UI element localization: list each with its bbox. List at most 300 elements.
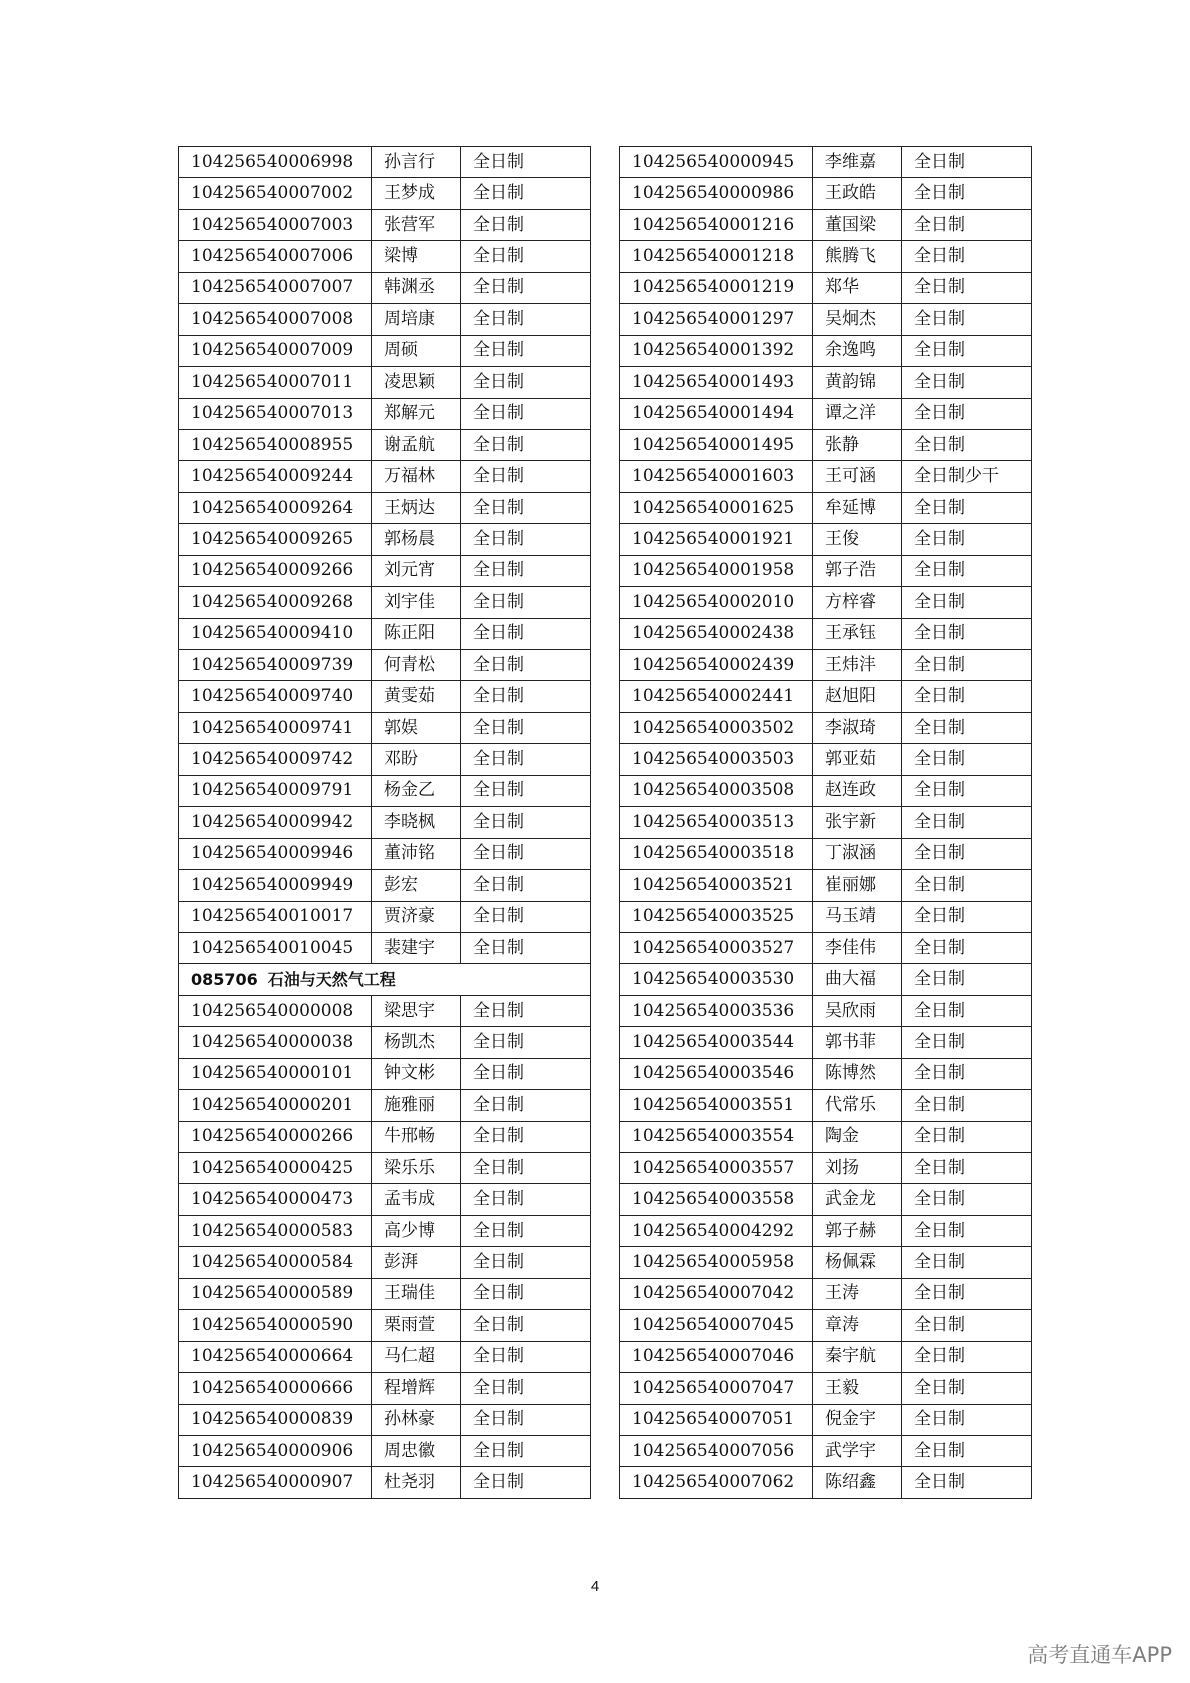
exam-id-cell: 104256540001958 <box>620 555 813 586</box>
study-mode-cell: 全日制 <box>902 712 1032 743</box>
exam-id-cell: 104256540007007 <box>179 272 372 303</box>
student-name-cell: 陈绍鑫 <box>813 1467 902 1498</box>
exam-id-cell: 104256540003513 <box>620 807 813 838</box>
exam-id-cell: 104256540001495 <box>620 429 813 460</box>
exam-id-cell: 104256540003551 <box>620 1090 813 1121</box>
study-mode-cell: 全日制 <box>461 587 591 618</box>
study-mode-cell: 全日制 <box>461 901 591 932</box>
student-name-cell: 程增辉 <box>372 1373 461 1404</box>
study-mode-cell: 全日制 <box>461 1373 591 1404</box>
study-mode-cell: 全日制 <box>461 1058 591 1089</box>
table-row <box>179 1184 591 1215</box>
student-name-cell: 陶金 <box>813 1121 902 1152</box>
student-name-cell: 王炜沣 <box>813 650 902 681</box>
table-row <box>620 241 1032 272</box>
table-row <box>179 870 591 901</box>
student-name-cell: 邓盼 <box>372 744 461 775</box>
exam-id-cell: 104256540003530 <box>620 964 813 995</box>
student-name-cell: 方梓睿 <box>813 587 902 618</box>
exam-id-cell: 104256540005958 <box>620 1247 813 1278</box>
table-row <box>620 1310 1032 1341</box>
exam-id-cell: 104256540000266 <box>179 1121 372 1152</box>
study-mode-cell: 全日制 <box>461 1090 591 1121</box>
student-name-cell: 武学宇 <box>813 1435 902 1466</box>
exam-id-cell: 104256540009742 <box>179 744 372 775</box>
exam-id-cell: 104256540000986 <box>620 178 813 209</box>
exam-id-cell: 104256540009265 <box>179 524 372 555</box>
section-header-row <box>179 964 591 995</box>
table-row <box>179 1278 591 1309</box>
exam-id-cell: 104256540007002 <box>179 178 372 209</box>
table-row <box>620 995 1032 1026</box>
study-mode-cell: 全日制 <box>902 335 1032 366</box>
table-row <box>620 1215 1032 1246</box>
exam-id-cell: 104256540009739 <box>179 650 372 681</box>
table-row <box>620 744 1032 775</box>
student-name-cell: 武金龙 <box>813 1184 902 1215</box>
study-mode-cell: 全日制 <box>461 1121 591 1152</box>
student-name-cell: 刘宇佳 <box>372 587 461 618</box>
exam-id-cell: 104256540007042 <box>620 1278 813 1309</box>
study-mode-cell: 全日制 <box>461 838 591 869</box>
table-row <box>620 1467 1032 1498</box>
study-mode-cell: 全日制 <box>902 1373 1032 1404</box>
student-name-cell: 贾济豪 <box>372 901 461 932</box>
student-name-cell: 何青松 <box>372 650 461 681</box>
study-mode-cell: 全日制 <box>461 429 591 460</box>
study-mode-cell: 全日制 <box>902 1310 1032 1341</box>
study-mode-cell: 全日制 <box>461 1027 591 1058</box>
exam-id-cell: 104256540002010 <box>620 587 813 618</box>
table-row <box>179 398 591 429</box>
study-mode-cell: 全日制 <box>461 335 591 366</box>
student-name-cell: 周硕 <box>372 335 461 366</box>
study-mode-cell: 全日制 <box>902 147 1032 178</box>
student-name-cell: 韩渊丞 <box>372 272 461 303</box>
table-row <box>620 775 1032 806</box>
exam-id-cell: 104256540007013 <box>179 398 372 429</box>
table-row <box>620 335 1032 366</box>
exam-id-cell: 104256540001921 <box>620 524 813 555</box>
student-name-cell: 王毅 <box>813 1373 902 1404</box>
student-name-cell: 董国梁 <box>813 209 902 240</box>
study-mode-cell: 全日制 <box>902 1435 1032 1466</box>
table-row <box>620 1341 1032 1372</box>
table-row <box>620 147 1032 178</box>
exam-id-cell: 104256540002439 <box>620 650 813 681</box>
table-row <box>179 1027 591 1058</box>
exam-id-cell: 104256540001216 <box>620 209 813 240</box>
exam-id-cell: 104256540007062 <box>620 1467 813 1498</box>
table-row <box>179 1058 591 1089</box>
table-row <box>620 1373 1032 1404</box>
study-mode-cell: 全日制 <box>461 147 591 178</box>
student-name-cell: 丁淑涵 <box>813 838 902 869</box>
student-name-cell: 郑华 <box>813 272 902 303</box>
student-name-cell: 余逸鸣 <box>813 335 902 366</box>
exam-id-cell: 104256540010045 <box>179 932 372 963</box>
study-mode-cell: 全日制 <box>461 650 591 681</box>
table-row <box>620 1058 1032 1089</box>
student-name-cell: 高少博 <box>372 1215 461 1246</box>
exam-id-cell: 104256540003525 <box>620 901 813 932</box>
exam-id-cell: 104256540000666 <box>179 1373 372 1404</box>
student-name-cell: 吴欣雨 <box>813 995 902 1026</box>
exam-id-cell: 104256540007003 <box>179 209 372 240</box>
student-name-cell: 凌思颖 <box>372 367 461 398</box>
student-name-cell: 钟文彬 <box>372 1058 461 1089</box>
exam-id-cell: 104256540000590 <box>179 1310 372 1341</box>
study-mode-cell: 全日制 <box>461 304 591 335</box>
study-mode-cell: 全日制 <box>461 618 591 649</box>
study-mode-cell: 全日制 <box>461 367 591 398</box>
study-mode-cell: 全日制 <box>461 807 591 838</box>
exam-id-cell: 104256540003558 <box>620 1184 813 1215</box>
exam-id-cell: 104256540007008 <box>179 304 372 335</box>
table-row <box>179 1121 591 1152</box>
exam-id-cell: 104256540009791 <box>179 775 372 806</box>
study-mode-cell: 全日制 <box>461 398 591 429</box>
table-row <box>620 1404 1032 1435</box>
section-header <box>179 964 591 995</box>
student-name-cell: 郭子浩 <box>813 555 902 586</box>
study-mode-cell: 全日制 <box>461 1215 591 1246</box>
table-row <box>620 932 1032 963</box>
study-mode-cell: 全日制 <box>902 807 1032 838</box>
table-row <box>179 1310 591 1341</box>
section-code: 085706 <box>191 969 258 989</box>
exam-id-cell: 104256540008955 <box>179 429 372 460</box>
student-name-cell: 陈正阳 <box>372 618 461 649</box>
table-row <box>179 367 591 398</box>
table-row <box>179 429 591 460</box>
table-row <box>179 492 591 523</box>
exam-id-cell: 104256540003518 <box>620 838 813 869</box>
student-name-cell: 梁思宇 <box>372 995 461 1026</box>
study-mode-cell: 全日制 <box>902 964 1032 995</box>
exam-id-cell: 104256540009740 <box>179 681 372 712</box>
student-name-cell: 杨金乙 <box>372 775 461 806</box>
exam-id-cell: 104256540000584 <box>179 1247 372 1278</box>
table-row <box>179 1090 591 1121</box>
student-name-cell: 孙言行 <box>372 147 461 178</box>
exam-id-cell: 104256540003503 <box>620 744 813 775</box>
exam-id-cell: 104256540009942 <box>179 807 372 838</box>
student-name-cell: 郭子赫 <box>813 1215 902 1246</box>
student-name-cell: 裴建宇 <box>372 932 461 963</box>
watermark: 高考直通车APP <box>1027 1643 1172 1667</box>
exam-id-cell: 104256540001297 <box>620 304 813 335</box>
student-name-cell: 陈博然 <box>813 1058 902 1089</box>
exam-id-cell: 104256540003557 <box>620 1153 813 1184</box>
exam-id-cell: 104256540007046 <box>620 1341 813 1372</box>
study-mode-cell: 全日制 <box>902 1027 1032 1058</box>
table-row <box>179 995 591 1026</box>
study-mode-cell: 全日制 <box>461 209 591 240</box>
exam-id-cell: 104256540006998 <box>179 147 372 178</box>
table-row <box>620 681 1032 712</box>
study-mode-cell: 全日制 <box>461 241 591 272</box>
exam-id-cell: 104256540001493 <box>620 367 813 398</box>
table-row <box>179 1467 591 1498</box>
table-row <box>179 618 591 649</box>
student-name-cell: 牛邢畅 <box>372 1121 461 1152</box>
table-row <box>179 1404 591 1435</box>
student-name-cell: 杜尧羽 <box>372 1467 461 1498</box>
roster-table-right <box>619 146 1032 1499</box>
student-name-cell: 代常乐 <box>813 1090 902 1121</box>
study-mode-cell: 全日制 <box>902 367 1032 398</box>
study-mode-cell: 全日制 <box>902 272 1032 303</box>
exam-id-cell: 104256540009949 <box>179 870 372 901</box>
student-name-cell: 赵连政 <box>813 775 902 806</box>
exam-id-cell: 104256540000906 <box>179 1435 372 1466</box>
study-mode-cell: 全日制 <box>461 524 591 555</box>
student-name-cell: 张营军 <box>372 209 461 240</box>
study-mode-cell: 全日制 <box>461 870 591 901</box>
study-mode-cell: 全日制 <box>902 1278 1032 1309</box>
study-mode-cell: 全日制 <box>902 1090 1032 1121</box>
study-mode-cell: 全日制 <box>461 461 591 492</box>
exam-id-cell: 104256540007009 <box>179 335 372 366</box>
study-mode-cell: 全日制 <box>902 429 1032 460</box>
exam-id-cell: 104256540003546 <box>620 1058 813 1089</box>
table-row <box>179 712 591 743</box>
study-mode-cell: 全日制 <box>902 492 1032 523</box>
student-name-cell: 牟延博 <box>813 492 902 523</box>
table-row <box>620 807 1032 838</box>
table-row <box>179 650 591 681</box>
student-name-cell: 李晓枫 <box>372 807 461 838</box>
study-mode-cell: 全日制 <box>902 209 1032 240</box>
study-mode-cell: 全日制 <box>902 1341 1032 1372</box>
table-row <box>620 1153 1032 1184</box>
exam-id-cell: 104256540000583 <box>179 1215 372 1246</box>
student-name-cell: 周培康 <box>372 304 461 335</box>
student-name-cell: 崔丽娜 <box>813 870 902 901</box>
study-mode-cell: 全日制 <box>461 555 591 586</box>
table-row <box>179 555 591 586</box>
table-row <box>620 838 1032 869</box>
section-title: 石油与天然气工程 <box>267 969 396 989</box>
exam-id-cell: 104256540001218 <box>620 241 813 272</box>
study-mode-cell: 全日制 <box>461 1247 591 1278</box>
study-mode-cell: 全日制 <box>461 1184 591 1215</box>
table-row <box>620 712 1032 743</box>
study-mode-cell: 全日制 <box>902 838 1032 869</box>
study-mode-cell: 全日制 <box>461 178 591 209</box>
exam-id-cell: 104256540009268 <box>179 587 372 618</box>
student-name-cell: 郑解元 <box>372 398 461 429</box>
exam-id-cell: 104256540001392 <box>620 335 813 366</box>
exam-id-cell: 104256540001494 <box>620 398 813 429</box>
table-row <box>179 1341 591 1372</box>
table-row <box>620 1090 1032 1121</box>
study-mode-cell: 全日制 <box>461 492 591 523</box>
study-mode-cell: 全日制 <box>461 1467 591 1498</box>
exam-id-cell: 104256540004292 <box>620 1215 813 1246</box>
study-mode-cell: 全日制 <box>902 241 1032 272</box>
student-name-cell: 谭之洋 <box>813 398 902 429</box>
study-mode-cell: 全日制 <box>902 932 1032 963</box>
table-row <box>620 461 1032 492</box>
study-mode-cell: 全日制 <box>902 1184 1032 1215</box>
study-mode-cell: 全日制 <box>461 1404 591 1435</box>
student-name-cell: 栗雨萱 <box>372 1310 461 1341</box>
table-row <box>620 587 1032 618</box>
exam-id-cell: 104256540009266 <box>179 555 372 586</box>
exam-id-cell: 104256540000589 <box>179 1278 372 1309</box>
exam-id-cell: 104256540003544 <box>620 1027 813 1058</box>
study-mode-cell: 全日制少干 <box>902 461 1032 492</box>
study-mode-cell: 全日制 <box>902 775 1032 806</box>
table-row <box>179 775 591 806</box>
study-mode-cell: 全日制 <box>461 1435 591 1466</box>
student-name-cell: 董沛铭 <box>372 838 461 869</box>
exam-id-cell: 104256540009264 <box>179 492 372 523</box>
exam-id-cell: 104256540009946 <box>179 838 372 869</box>
student-name-cell: 孟韦成 <box>372 1184 461 1215</box>
student-name-cell: 郭杨晨 <box>372 524 461 555</box>
student-name-cell: 刘扬 <box>813 1153 902 1184</box>
table-row <box>620 964 1032 995</box>
student-name-cell: 熊腾飞 <box>813 241 902 272</box>
student-name-cell: 彭宏 <box>372 870 461 901</box>
student-name-cell: 彭湃 <box>372 1247 461 1278</box>
student-name-cell: 黄韵锦 <box>813 367 902 398</box>
student-name-cell: 黄雯茹 <box>372 681 461 712</box>
table-row <box>620 1435 1032 1466</box>
study-mode-cell: 全日制 <box>461 744 591 775</box>
table-row <box>620 555 1032 586</box>
exam-id-cell: 104256540000664 <box>179 1341 372 1372</box>
table-row <box>179 178 591 209</box>
study-mode-cell: 全日制 <box>902 650 1032 681</box>
exam-id-cell: 104256540007045 <box>620 1310 813 1341</box>
student-name-cell: 郭书菲 <box>813 1027 902 1058</box>
table-row <box>179 681 591 712</box>
exam-id-cell: 104256540003554 <box>620 1121 813 1152</box>
table-row <box>179 304 591 335</box>
exam-id-cell: 104256540007051 <box>620 1404 813 1435</box>
table-row <box>179 932 591 963</box>
student-name-cell: 王炳达 <box>372 492 461 523</box>
exam-id-cell: 104256540003502 <box>620 712 813 743</box>
table-row <box>620 650 1032 681</box>
table-row <box>620 398 1032 429</box>
exam-id-cell: 104256540000473 <box>179 1184 372 1215</box>
table-row <box>620 1278 1032 1309</box>
table-row <box>179 524 591 555</box>
exam-id-cell: 104256540009410 <box>179 618 372 649</box>
table-row <box>179 335 591 366</box>
student-name-cell: 吴炯杰 <box>813 304 902 335</box>
table-row <box>179 272 591 303</box>
student-name-cell: 施雅丽 <box>372 1090 461 1121</box>
table-row <box>179 241 591 272</box>
table-row <box>620 870 1032 901</box>
study-mode-cell: 全日制 <box>902 618 1032 649</box>
study-mode-cell: 全日制 <box>902 870 1032 901</box>
table-row <box>620 367 1032 398</box>
exam-id-cell: 104256540002441 <box>620 681 813 712</box>
exam-id-cell: 104256540000839 <box>179 1404 372 1435</box>
table-row <box>179 1247 591 1278</box>
exam-id-cell: 104256540000425 <box>179 1153 372 1184</box>
study-mode-cell: 全日制 <box>461 995 591 1026</box>
table-row <box>620 272 1032 303</box>
student-name-cell: 曲大福 <box>813 964 902 995</box>
table-row <box>620 492 1032 523</box>
student-name-cell: 孙林豪 <box>372 1404 461 1435</box>
exam-id-cell: 104256540003508 <box>620 775 813 806</box>
student-name-cell: 梁乐乐 <box>372 1153 461 1184</box>
table-row <box>179 461 591 492</box>
student-name-cell: 章涛 <box>813 1310 902 1341</box>
study-mode-cell: 全日制 <box>902 1215 1032 1246</box>
study-mode-cell: 全日制 <box>461 1310 591 1341</box>
page-number: 4 <box>590 1578 600 1595</box>
study-mode-cell: 全日制 <box>461 681 591 712</box>
exam-id-cell: 104256540000907 <box>179 1467 372 1498</box>
study-mode-cell: 全日制 <box>902 398 1032 429</box>
exam-id-cell: 104256540001219 <box>620 272 813 303</box>
study-mode-cell: 全日制 <box>902 1404 1032 1435</box>
study-mode-cell: 全日制 <box>902 681 1032 712</box>
study-mode-cell: 全日制 <box>902 1121 1032 1152</box>
student-name-cell: 郭亚茹 <box>813 744 902 775</box>
table-row <box>620 1027 1032 1058</box>
study-mode-cell: 全日制 <box>902 178 1032 209</box>
exam-id-cell: 104256540007006 <box>179 241 372 272</box>
exam-id-cell: 104256540007011 <box>179 367 372 398</box>
table-row <box>620 304 1032 335</box>
table-row <box>620 1247 1032 1278</box>
student-name-cell: 倪金宇 <box>813 1404 902 1435</box>
study-mode-cell: 全日制 <box>902 1467 1032 1498</box>
study-mode-cell: 全日制 <box>461 775 591 806</box>
student-name-cell: 王承钰 <box>813 618 902 649</box>
table-row <box>620 209 1032 240</box>
student-name-cell: 王梦成 <box>372 178 461 209</box>
exam-id-cell: 104256540002438 <box>620 618 813 649</box>
table-row <box>179 1153 591 1184</box>
study-mode-cell: 全日制 <box>902 995 1032 1026</box>
study-mode-cell: 全日制 <box>902 1153 1032 1184</box>
student-name-cell: 杨凯杰 <box>372 1027 461 1058</box>
table-row <box>179 807 591 838</box>
table-row <box>620 1121 1032 1152</box>
student-name-cell: 张宇新 <box>813 807 902 838</box>
student-name-cell: 李淑琦 <box>813 712 902 743</box>
student-name-cell: 马玉靖 <box>813 901 902 932</box>
student-name-cell: 王涛 <box>813 1278 902 1309</box>
table-row <box>179 838 591 869</box>
study-mode-cell: 全日制 <box>902 1058 1032 1089</box>
exam-id-cell: 104256540009244 <box>179 461 372 492</box>
table-row <box>179 1373 591 1404</box>
study-mode-cell: 全日制 <box>461 932 591 963</box>
exam-id-cell: 104256540000945 <box>620 147 813 178</box>
table-row <box>620 618 1032 649</box>
study-mode-cell: 全日制 <box>902 587 1032 618</box>
study-mode-cell: 全日制 <box>902 555 1032 586</box>
exam-id-cell: 104256540003521 <box>620 870 813 901</box>
table-row <box>620 1184 1032 1215</box>
student-name-cell: 万福林 <box>372 461 461 492</box>
exam-id-cell: 104256540000201 <box>179 1090 372 1121</box>
student-name-cell: 赵旭阳 <box>813 681 902 712</box>
